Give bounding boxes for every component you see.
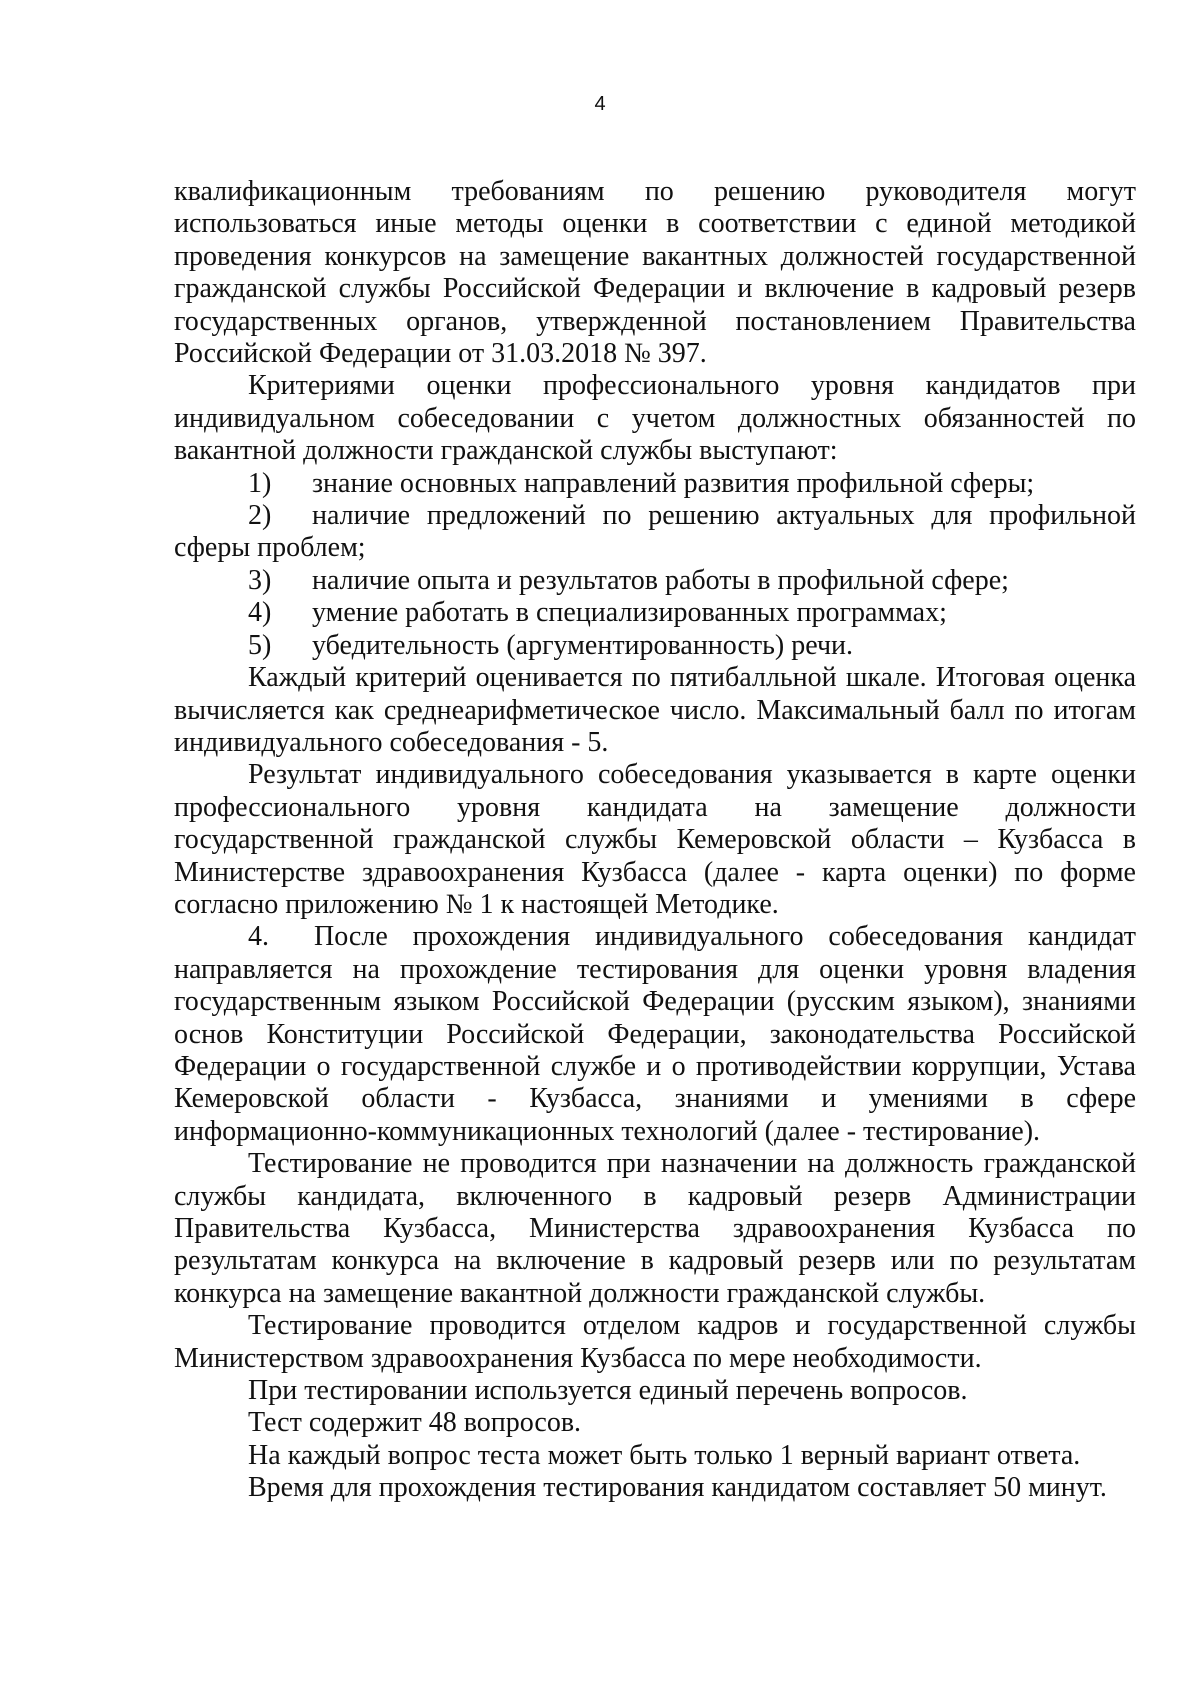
paragraph-methods: квалификационным требованиям по решению руководителя могут использоваться иные методы оценки в соответствии с единой методикой проведения конкурсов на замещение вакантных должностей государственной гражданской службы Российской Федерации и включение в кадровый резерв государственных органов, утвержденной постановлением Правительства Российской Федерации от 31.03.2018 № 397. bbox=[174, 176, 1136, 370]
criterion-number: 2) bbox=[248, 500, 272, 532]
section-4-text: После прохождения индивидуального собеседования кандидат направляется на прохождение тестирования для оценки уровня владения государственным языком Российской Федерации (русским языком), знаниями основ Конституции Российской Федерации, законодательства Российской Федерации о государственной службе и о противодействии коррупции, Устава Кемеровской области - Кузбасса, знаниями и умениями в сфере информационно-коммуникационных технологий (далее - тестирование). bbox=[174, 921, 1136, 1147]
criterion-number: 5) bbox=[248, 629, 272, 661]
paragraph-criteria-intro: Критериями оценки профессионального уровня кандидатов при индивидуальном собеседовании с учетом должностных обязанностей по вакантной должности гражданской службы выступают: bbox=[174, 370, 1136, 467]
paragraph-question-list: При тестировании используется единый перечень вопросов. bbox=[248, 1375, 968, 1407]
document-body bbox=[174, 176, 1136, 1505]
section-number: 4. bbox=[248, 921, 269, 953]
paragraph-testing-exemption: Тестирование не проводится при назначении на должность гражданской службы кандидата, включенного в кадровый резерв Администрации Правительства Кузбасса, Министерства здравоохранения Кузбасса по результатам конкурса на включение в кадровый резерв или по результатам конкурса на замещение вакантной должности гражданской службы. bbox=[174, 1148, 1136, 1309]
criterion-number: 4) bbox=[248, 597, 272, 629]
paragraph-scoring: Каждый критерий оценивается по пятибалльной шкале. Итоговая оценка вычисляется как среднеарифметическое число. Максимальный балл по итогам индивидуального собеседования - 5. bbox=[174, 662, 1136, 758]
paragraph-time-limit: Время для прохождения тестирования кандидатом составляет 50 минут. bbox=[248, 1472, 1107, 1504]
criterion-item-2 bbox=[174, 500, 1136, 565]
criterion-item-3 bbox=[174, 565, 1136, 597]
criterion-text: знание основных направлений развития профильной сферы; bbox=[312, 467, 1035, 499]
paragraph-testing-conducted: Тестирование проводится отделом кадров и государственной службы Министерством здравоохранения Кузбасса по мере необходимости. bbox=[174, 1310, 1136, 1374]
paragraph-result-card: Результат индивидуального собеседования указывается в карте оценки профессионального уровня кандидата на замещение должности государственной гражданской службы Кемеровской области – Кузбасса в Министерстве здравоохранения Кузбасса (далее - карта оценки) по форме согласно приложению № 1 к настоящей Методике. bbox=[174, 759, 1136, 920]
criterion-text: наличие опыта и результатов работы в профильной сфере; bbox=[312, 564, 1009, 596]
criterion-number: 3) bbox=[248, 564, 272, 596]
criterion-text: умение работать в специализированных программах; bbox=[312, 597, 947, 629]
criterion-text: убедительность (аргументированность) речи. bbox=[312, 629, 854, 661]
criterion-text: наличие предложений по решению актуальных для профильной сферы проблем; bbox=[174, 500, 1136, 564]
page-number: 4 bbox=[594, 93, 606, 115]
paragraph-section-4 bbox=[174, 921, 1136, 1148]
criterion-item-1 bbox=[174, 468, 1136, 500]
paragraph-question-count: Тест содержит 48 вопросов. bbox=[248, 1407, 582, 1439]
criterion-number: 1) bbox=[248, 467, 272, 499]
criterion-item-4 bbox=[174, 597, 1136, 629]
criterion-item-5 bbox=[174, 630, 1136, 662]
paragraph-answer-rule: На каждый вопрос теста может быть только 1 верный вариант ответа. bbox=[248, 1439, 1081, 1471]
